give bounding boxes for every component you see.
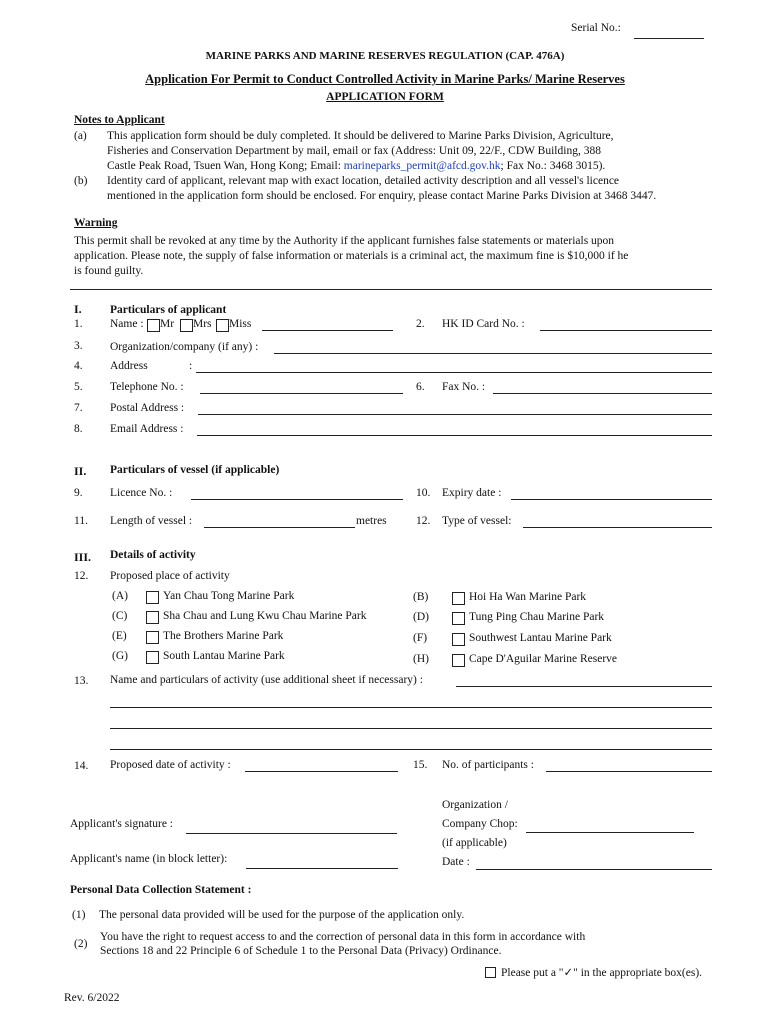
park-checkbox-south-lantau[interactable] xyxy=(146,651,159,664)
park-name: Cape D'Aguilar Marine Reserve xyxy=(469,653,618,665)
miss-label: Miss xyxy=(229,318,252,330)
park-name: Tung Ping Chau Marine Park xyxy=(469,611,605,623)
park-name: Hoi Ha Wan Marine Park xyxy=(469,591,587,603)
park-checkbox-the-brothers[interactable] xyxy=(146,631,159,644)
park-name: South Lantau Marine Park xyxy=(163,650,285,662)
pdcs-item-2-line1: You have the right to request access to and the correction of personal data in this form in accordance with xyxy=(100,931,586,943)
email-field[interactable] xyxy=(197,421,712,436)
licence-label: Licence No. : xyxy=(110,487,173,499)
park-checkbox-southwest-lantau[interactable] xyxy=(452,633,465,646)
participants-field[interactable] xyxy=(546,757,712,772)
item14-number: 14. xyxy=(74,760,89,772)
activity-field-3[interactable] xyxy=(110,714,712,729)
park-checkbox-cape-daguilar[interactable] xyxy=(452,654,465,667)
fax-field[interactable] xyxy=(493,379,712,394)
note-a-line2: Fisheries and Conservation Department by mail, email or fax (Address: Unit 09, 22/F., CDW Building, 388 xyxy=(107,145,601,157)
warning-line1: This permit shall be revoked at any time by the Authority if the applicant furnishes false statements or materials upon xyxy=(74,235,615,247)
application-title: Application For Permit to Conduct Controlled Activity in Marine Parks/ Marine Reserves xyxy=(145,72,625,86)
date-field[interactable] xyxy=(476,855,712,870)
form-title: APPLICATION FORM xyxy=(326,91,444,103)
tick-note-box-icon xyxy=(485,967,496,978)
company-chop-field[interactable] xyxy=(526,818,694,833)
item1-number: 1. xyxy=(74,318,83,330)
note-b-line2: mentioned in the application form should be enclosed. For enquiry, please contact Marine Parks Division at 3468 3447. xyxy=(107,190,657,202)
section3-roman: III. xyxy=(74,550,92,564)
park-code: (G) xyxy=(112,650,128,662)
item6-number: 6. xyxy=(416,381,425,393)
pdcs-heading: Personal Data Collection Statement : xyxy=(70,884,252,896)
item7-number: 7. xyxy=(74,402,83,414)
section-divider xyxy=(70,289,712,290)
item12-number: 12. xyxy=(74,570,89,582)
serial-label: Serial No.: xyxy=(571,22,621,34)
park-checkbox-tung-ping-chau[interactable] xyxy=(452,612,465,625)
applicant-name-label: Applicant's name (in block letter): xyxy=(70,853,228,865)
address-label: Address xyxy=(110,360,148,372)
vessel-type-label: Type of vessel: xyxy=(442,515,512,527)
item5-number: 5. xyxy=(74,381,83,393)
park-name: Sha Chau and Lung Kwu Chau Marine Park xyxy=(163,610,367,622)
metres-label: metres xyxy=(356,515,387,527)
hkid-field[interactable] xyxy=(540,316,712,331)
expiry-field[interactable] xyxy=(511,485,712,500)
item3-number: 3. xyxy=(74,340,83,352)
vessel-type-field[interactable] xyxy=(523,513,712,528)
name-field[interactable] xyxy=(262,316,393,331)
park-code: (B) xyxy=(413,591,429,603)
item15-number: 15. xyxy=(413,759,428,771)
expiry-label: Expiry date : xyxy=(442,487,502,499)
park-code: (C) xyxy=(112,610,128,622)
item10-number: 10. xyxy=(416,487,431,499)
park-name: Southwest Lantau Marine Park xyxy=(469,632,612,644)
activity-field-4[interactable] xyxy=(110,735,712,750)
warning-line3: is found guilty. xyxy=(74,265,144,277)
date-label: Date : xyxy=(442,856,470,868)
if-applicable-label: (if applicable) xyxy=(442,837,507,849)
note-b-marker: (b) xyxy=(74,175,88,187)
tel-label: Telephone No. : xyxy=(110,381,184,393)
section3-heading: Details of activity xyxy=(110,549,196,561)
postal-label: Postal Address : xyxy=(110,402,185,414)
serial-number-field[interactable] xyxy=(634,24,704,39)
park-code: (A) xyxy=(112,590,128,602)
hkid-label: HK ID Card No. : xyxy=(442,318,525,330)
name-label: Name : xyxy=(110,318,144,330)
pdcs-marker-2: (2) xyxy=(74,938,88,950)
activity-date-field[interactable] xyxy=(245,757,398,772)
note-a-line3-pre: Castle Peak Road, Tsuen Wan, Hong Kong; Email: xyxy=(107,160,344,172)
section1-heading: Particulars of applicant xyxy=(110,304,227,316)
park-checkbox-sha-chau[interactable] xyxy=(146,611,159,624)
activity-label: Name and particulars of activity (use additional sheet if necessary) : xyxy=(110,674,423,686)
licence-field[interactable] xyxy=(191,485,403,500)
postal-field[interactable] xyxy=(198,400,712,415)
activity-field-2[interactable] xyxy=(110,693,712,708)
park-checkbox-hoi-ha-wan[interactable] xyxy=(452,592,465,605)
note-a-line1: This application form should be duly completed. It should be delivered to Marine Parks Division, Agriculture, xyxy=(107,130,614,142)
fax-label: Fax No. : xyxy=(442,381,486,393)
tick-note: Please put a "✓" in the appropriate box(es). xyxy=(501,967,703,979)
org-label: Organization/company (if any) : xyxy=(110,341,259,353)
revision-label: Rev. 6/2022 xyxy=(64,992,120,1004)
activity-field-1[interactable] xyxy=(456,672,712,687)
pdcs-marker-1: (1) xyxy=(72,909,86,921)
signature-label: Applicant's signature : xyxy=(70,818,173,830)
notes-heading: Notes to Applicant xyxy=(74,114,165,126)
participants-label: No. of participants : xyxy=(442,759,534,771)
organization-label: Organization / xyxy=(442,799,508,811)
length-field[interactable] xyxy=(204,513,355,528)
park-code: (H) xyxy=(413,653,429,665)
regulation-title: MARINE PARKS AND MARINE RESERVES REGULATION (CAP. 476A) xyxy=(205,50,565,62)
item8-number: 8. xyxy=(74,423,83,435)
item2-number: 2. xyxy=(416,318,425,330)
park-checkbox-yan-chau-tong[interactable] xyxy=(146,591,159,604)
applicant-name-field[interactable] xyxy=(246,854,398,869)
activity-date-label: Proposed date of activity : xyxy=(110,759,231,771)
note-b-line1: Identity card of applicant, relevant map with exact location, detailed activity description and all vessel's licence xyxy=(107,175,620,187)
length-label: Length of vessel : xyxy=(110,515,193,527)
item12-vessel-number: 12. xyxy=(416,515,431,527)
email-label: Email Address : xyxy=(110,423,184,435)
park-code: (D) xyxy=(413,611,429,623)
park-code: (E) xyxy=(112,630,127,642)
pdcs-item-2-line2: Sections 18 and 22 Principle 6 of Schedule 1 to the Personal Data (Privacy) Ordinance. xyxy=(100,945,502,957)
park-name: Yan Chau Tong Marine Park xyxy=(163,590,295,602)
park-code: (F) xyxy=(413,632,428,644)
item9-number: 9. xyxy=(74,487,83,499)
section2-roman: II. xyxy=(74,464,87,478)
item4-number: 4. xyxy=(74,360,83,372)
park-name: The Brothers Marine Park xyxy=(163,630,284,642)
mr-label: Mr xyxy=(160,318,175,330)
item13-number: 13. xyxy=(74,675,89,687)
address-field[interactable] xyxy=(196,358,712,373)
mr-checkbox[interactable] xyxy=(147,319,160,332)
signature-field[interactable] xyxy=(186,819,397,834)
mrs-label: Mrs xyxy=(193,318,212,330)
tel-field[interactable] xyxy=(200,379,403,394)
section1-roman: I. xyxy=(74,302,82,316)
company-chop-label: Company Chop: xyxy=(442,818,518,830)
place-label: Proposed place of activity xyxy=(110,570,230,582)
miss-checkbox[interactable] xyxy=(216,319,229,332)
address-colon: : xyxy=(189,360,193,372)
section2-heading: Particulars of vessel (if applicable) xyxy=(110,464,280,476)
item11-number: 11. xyxy=(74,515,88,527)
org-field[interactable] xyxy=(274,339,712,354)
warning-line2: application. Please note, the supply of false information or materials is a criminal act, the maximum fine is $10,000 if he xyxy=(74,250,629,262)
mrs-checkbox[interactable] xyxy=(180,319,193,332)
note-a-line3-post: ; Fax No.: 3468 3015). xyxy=(500,160,606,172)
warning-heading: Warning xyxy=(74,217,118,229)
email-link[interactable]: marineparks_permit@afcd.gov.hk xyxy=(343,160,501,172)
note-a-marker: (a) xyxy=(74,130,87,142)
pdcs-item-1: The personal data provided will be used for the purpose of the application only. xyxy=(99,909,465,921)
note-a-line3 xyxy=(107,160,605,172)
